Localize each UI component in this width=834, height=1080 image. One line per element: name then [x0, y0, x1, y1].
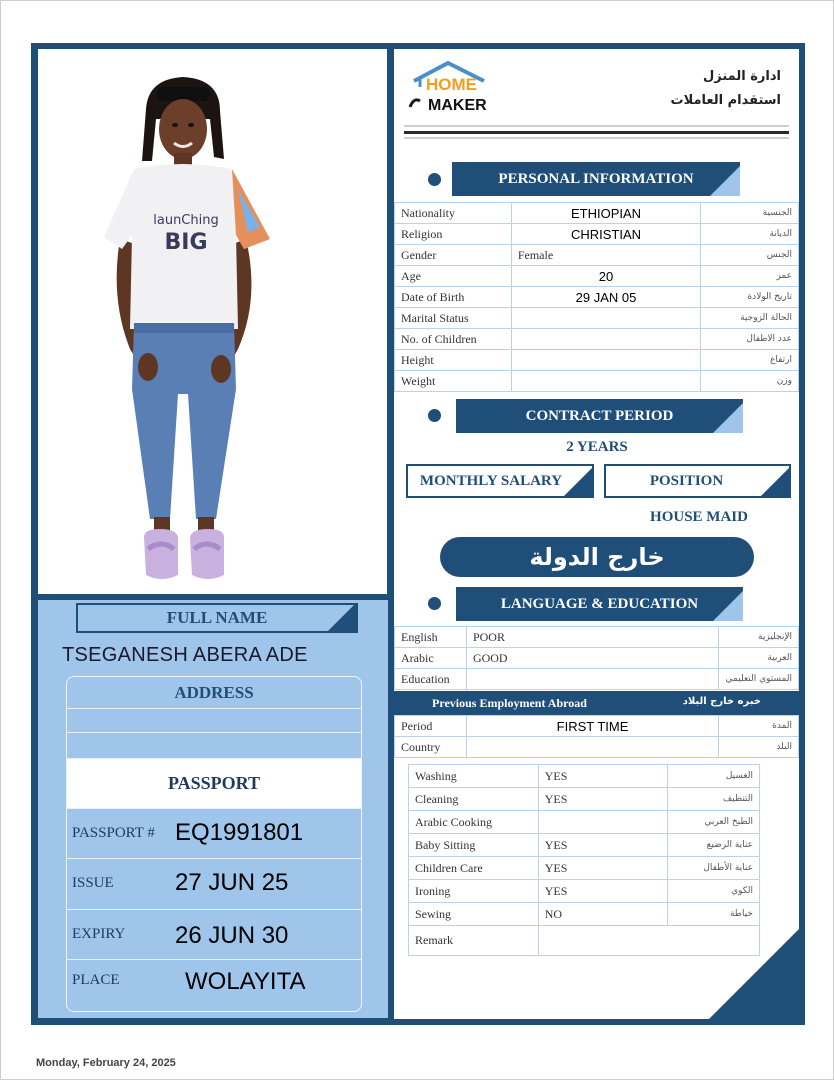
- header-rule-light-2: [404, 137, 789, 139]
- personal-info-row: [395, 266, 799, 287]
- address-line-1: [67, 709, 361, 733]
- corner-decoration: [709, 929, 799, 1019]
- language-education-title: LANGUAGE & EDUCATION: [500, 595, 699, 612]
- personal-info-row-label: Marital Status: [395, 308, 512, 329]
- language-row-value: [466, 669, 718, 690]
- skill-row-label: Washing: [409, 765, 539, 788]
- identity-panel: [38, 600, 388, 1018]
- skill-row-value: YES: [538, 765, 667, 788]
- full-name-header: [76, 603, 358, 633]
- details-panel: [394, 49, 799, 1019]
- contract-period-header: [456, 399, 743, 433]
- personal-info-row-arabic: الجنسية: [701, 203, 799, 224]
- location-pill: خارج الدولة: [440, 537, 754, 577]
- personal-info-row: [395, 371, 799, 392]
- personal-info-row-arabic: تاريخ الولادة: [701, 287, 799, 308]
- issue-value: 27 JUN 25: [175, 869, 289, 896]
- language-row-value: GOOD: [466, 648, 718, 669]
- skill-row-label: Cleaning: [409, 788, 539, 811]
- skill-row-arabic: خياطة: [668, 903, 760, 926]
- shirt-text-2: BIG: [164, 230, 208, 255]
- employment-row: [395, 737, 799, 758]
- footer-date: Monday, February 24, 2025: [36, 1057, 176, 1069]
- language-row-arabic: العربية: [718, 648, 798, 669]
- person-illustration: [38, 49, 387, 594]
- personal-info-row: [395, 224, 799, 245]
- personal-info-row-label: Religion: [395, 224, 512, 245]
- personal-info-row-label: Height: [395, 350, 512, 371]
- skill-row-value: YES: [538, 834, 667, 857]
- personal-info-row-label: No. of Children: [395, 329, 512, 350]
- skill-row-label: Arabic Cooking: [409, 811, 539, 834]
- skills-table: [408, 764, 760, 956]
- language-education-header: [456, 587, 743, 621]
- personal-info-row-value: Female: [511, 245, 700, 266]
- employment-row-value: FIRST TIME: [466, 716, 718, 737]
- employment-row-label: Country: [395, 737, 467, 758]
- skill-row-label: Baby Sitting: [409, 834, 539, 857]
- employment-row-label: Period: [395, 716, 467, 737]
- issue-label: ISSUE: [72, 875, 114, 891]
- skill-row-arabic: الكوي: [668, 880, 760, 903]
- previous-employment-title: Previous Employment Abroad: [432, 696, 587, 710]
- personal-info-row-arabic: وزن: [701, 371, 799, 392]
- expiry-label: EXPIRY: [72, 926, 126, 942]
- skill-row: [409, 788, 760, 811]
- personal-info-row-value: [511, 329, 700, 350]
- employment-row: [395, 716, 799, 737]
- personal-info-row-arabic: عدد الاطفال: [701, 329, 799, 350]
- personal-info-row-arabic: الحالة الزوجية: [701, 308, 799, 329]
- language-row-value: POOR: [466, 627, 718, 648]
- previous-employment-title-ar: خبره خارج البلاد: [682, 696, 761, 707]
- monthly-salary-label: MONTHLY SALARY: [419, 472, 563, 489]
- skill-row: [409, 880, 760, 903]
- personal-info-row-label: Weight: [395, 371, 512, 392]
- language-table: [394, 626, 799, 690]
- personal-info-row-value: ETHIOPIAN: [511, 203, 700, 224]
- language-row-label: Arabic: [395, 648, 467, 669]
- home-maker-logo: [406, 57, 496, 121]
- personal-info-row: [395, 203, 799, 224]
- personal-info-row-arabic: ارتفاع: [701, 350, 799, 371]
- personal-info-row: [395, 287, 799, 308]
- passport-label: PASSPORT: [67, 759, 361, 809]
- position-value: HOUSE MAID: [650, 509, 748, 525]
- personal-info-row-label: Age: [395, 266, 512, 287]
- personal-info-row: [395, 329, 799, 350]
- expiry-row: [67, 910, 361, 960]
- arabic-header: [671, 65, 781, 113]
- skill-row-arabic: التنظيف: [668, 788, 760, 811]
- issue-row: [67, 859, 361, 910]
- address-line-2: [67, 733, 361, 759]
- language-row-arabic: الإنجليزية: [718, 627, 798, 648]
- full-name-value: TSEGANESH ABERA ADE: [62, 644, 308, 666]
- passport-number-row: [67, 809, 361, 859]
- logo-text-home: HOME: [426, 75, 477, 94]
- skill-row-value: YES: [538, 880, 667, 903]
- skill-row: [409, 765, 760, 788]
- personal-info-row-arabic: الديانة: [701, 224, 799, 245]
- remark-row: [409, 926, 760, 956]
- personal-info-row: [395, 350, 799, 371]
- passport-number-label: PASSPORT #: [72, 825, 155, 841]
- monthly-salary-box: [406, 464, 594, 498]
- full-name-label: FULL NAME: [166, 608, 268, 627]
- skill-row-value: [538, 811, 667, 834]
- skill-row-value: YES: [538, 857, 667, 880]
- skill-row-value: YES: [538, 788, 667, 811]
- contract-period-value: 2 YEARS: [566, 439, 628, 455]
- previous-employment-header: [394, 691, 799, 715]
- header-corner-decoration: [713, 591, 743, 621]
- bullet-icon: [428, 173, 441, 186]
- bullet-icon: [428, 597, 441, 610]
- skill-row-label: Sewing: [409, 903, 539, 926]
- personal-info-row-label: Gender: [395, 245, 512, 266]
- remark-label: Remark: [409, 926, 539, 956]
- position-box: [604, 464, 791, 498]
- logo-text-maker: MAKER: [428, 97, 487, 114]
- personal-info-row: [395, 245, 799, 266]
- skill-row-arabic: الطبخ العربي: [668, 811, 760, 834]
- personal-info-row-value: [511, 308, 700, 329]
- language-row-arabic: المستوي التعليمي: [718, 669, 798, 690]
- skill-row: [409, 811, 760, 834]
- shirt-text-1: launChing: [153, 213, 219, 228]
- personal-info-row-value: 20: [511, 266, 700, 287]
- skill-row-arabic: عناية الأطفال: [668, 857, 760, 880]
- employment-row-arabic: المدة: [719, 716, 799, 737]
- header-corner-decoration: [761, 468, 789, 496]
- arabic-header-line2: استقدام العاملات: [670, 93, 781, 108]
- place-label: PLACE: [72, 972, 120, 988]
- personal-info-table: [394, 202, 799, 392]
- language-row: [395, 669, 799, 690]
- expiry-value: 26 JUN 30: [175, 922, 289, 949]
- language-row-label: English: [395, 627, 467, 648]
- personal-info-title: PERSONAL INFORMATION: [498, 170, 694, 187]
- header-rule-light: [404, 125, 789, 127]
- language-row-label: Education: [395, 669, 467, 690]
- bullet-icon: [428, 409, 441, 422]
- header-rule-dark: [404, 131, 789, 134]
- address-passport-box: [66, 676, 362, 1012]
- personal-info-header: [452, 162, 740, 196]
- language-row: [395, 648, 799, 669]
- header-corner-decoration: [710, 166, 740, 196]
- skill-row: [409, 857, 760, 880]
- skill-row-label: Children Care: [409, 857, 539, 880]
- address-label: ADDRESS: [67, 677, 361, 709]
- header-corner-decoration: [564, 468, 592, 496]
- skill-row: [409, 834, 760, 857]
- personal-info-row-arabic: عمر: [701, 266, 799, 287]
- position-label: POSITION: [649, 472, 724, 489]
- skill-row-value: NO: [538, 903, 667, 926]
- personal-info-row-value: [511, 371, 700, 392]
- skill-row-label: Ironing: [409, 880, 539, 903]
- personal-info-row-label: Date of Birth: [395, 287, 512, 308]
- contract-period-title: CONTRACT PERIOD: [525, 407, 674, 424]
- personal-info-row-value: CHRISTIAN: [511, 224, 700, 245]
- place-value: WOLAYITA: [185, 968, 306, 995]
- header-corner-decoration: [328, 603, 356, 631]
- personal-info-row-value: [511, 350, 700, 371]
- personal-info-row-arabic: الجنس: [701, 245, 799, 266]
- employment-row-arabic: البلد: [719, 737, 799, 758]
- language-row: [395, 627, 799, 648]
- employment-table: [394, 715, 799, 758]
- personal-info-row: [395, 308, 799, 329]
- candidate-photo: [38, 49, 387, 594]
- skill-row-arabic: عناية الرضيع: [668, 834, 760, 857]
- personal-info-row-value: 29 JAN 05: [511, 287, 700, 308]
- place-row: [67, 960, 361, 1011]
- arabic-header-line1: ادارة المنزل: [703, 69, 781, 84]
- employment-row-value: [466, 737, 718, 758]
- passport-number-value: EQ1991801: [175, 819, 304, 846]
- skill-row-arabic: الغسيل: [668, 765, 760, 788]
- skill-row: [409, 903, 760, 926]
- personal-info-row-label: Nationality: [395, 203, 512, 224]
- header-corner-decoration: [713, 403, 743, 433]
